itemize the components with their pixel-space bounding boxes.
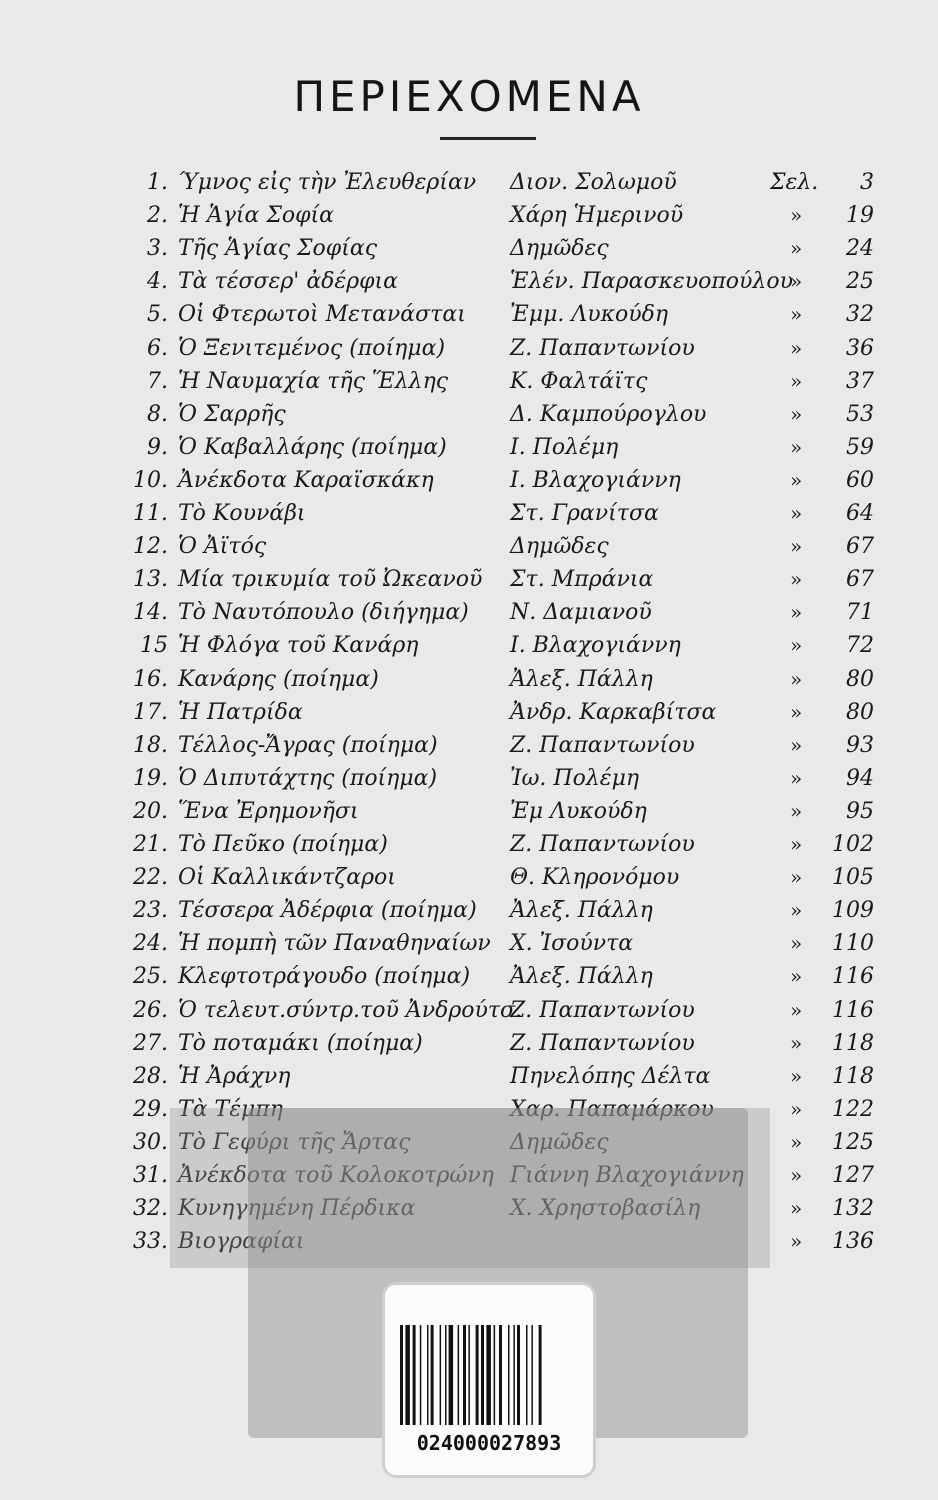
- entry-page: 80: [846, 699, 874, 725]
- ditto-mark: »: [790, 633, 803, 658]
- entry-page: 80: [846, 666, 874, 692]
- ditto-mark: »: [790, 832, 803, 856]
- toc-entry: [0, 501, 938, 534]
- entry-number: 9.: [147, 434, 168, 460]
- entry-page: 67: [846, 567, 874, 593]
- entry-number: 26.: [133, 997, 168, 1023]
- ditto-mark: »: [790, 732, 803, 757]
- entry-page: 53: [846, 401, 874, 427]
- entry-page: 59: [846, 434, 874, 460]
- entry-author: Δημῶδες: [510, 236, 609, 262]
- entry-page: 36: [846, 335, 874, 361]
- entry-page: 64: [846, 501, 874, 526]
- entry-number: 25.: [133, 964, 168, 990]
- toc-entry: [0, 302, 938, 335]
- barcode-bar: [468, 1325, 470, 1425]
- ditto-mark: »: [790, 898, 803, 923]
- entry-author: Χάρη Ἡμερινοῦ: [510, 203, 684, 229]
- entry-title: Οἱ Καλλικάντζαροι: [178, 865, 396, 891]
- entry-page: 24: [846, 236, 874, 262]
- entry-title: Ὁ Διπυτάχτης (ποίημα): [178, 765, 438, 791]
- heading-rule: [440, 137, 536, 140]
- ditto-mark: »: [790, 931, 803, 956]
- entry-author: Ζ. Παπαντωνίου: [510, 832, 695, 857]
- entry-author: Θ. Κληρονόμου: [510, 865, 680, 891]
- toc-entry: [0, 336, 938, 369]
- entry-number: 22.: [133, 865, 168, 891]
- entry-title: Κυνηγημένη Πέρδικα: [178, 1196, 416, 1222]
- entry-author: Ι. Πολέμη: [510, 434, 619, 460]
- entry-number: 8.: [147, 401, 168, 427]
- entry-author: Χ. Χρηστοβασίλη: [510, 1196, 701, 1222]
- ditto-mark: »: [790, 236, 803, 261]
- entry-number: 21.: [133, 832, 168, 857]
- entry-page: 110: [832, 931, 874, 957]
- ditto-mark: »: [790, 335, 803, 360]
- entry-page: 118: [832, 1030, 874, 1056]
- entry-title: Τὸ ποταμάκι (ποίημα): [178, 1030, 423, 1056]
- ditto-mark: »: [790, 501, 803, 525]
- toc-entry: [0, 203, 938, 236]
- entry-author: Ζ. Παπαντωνίου: [510, 335, 695, 361]
- barcode-bar: [440, 1325, 442, 1425]
- barcode-bar: [508, 1325, 510, 1425]
- entry-title: Ἡ Πατρίδα: [178, 699, 303, 725]
- entry-page: 72: [846, 633, 874, 659]
- toc-entry: [0, 567, 938, 600]
- entry-page: 94: [846, 765, 874, 791]
- barcode-bar: [405, 1325, 410, 1425]
- entry-number: 12.: [133, 534, 168, 560]
- entry-page: 19: [846, 203, 874, 229]
- ditto-mark: »: [790, 865, 803, 890]
- barcode-bar: [420, 1325, 422, 1425]
- entry-number: 11.: [133, 501, 168, 526]
- entry-title: Ὁ Σαρρῆς: [178, 401, 286, 427]
- entry-author: Γιάννη Βλαχογιάννη: [510, 1163, 744, 1188]
- entry-title: Ἡ Φλόγα τοῦ Κανάρη: [178, 633, 419, 659]
- barcode-bar: [449, 1325, 454, 1425]
- entry-number: 16.: [133, 666, 168, 692]
- entry-title: Κλεφτοτράγουδο (ποίημα): [178, 964, 471, 990]
- entry-number: 32.: [133, 1196, 168, 1222]
- entry-page: 32: [846, 302, 874, 328]
- entry-title: Τὰ Τέμπη: [178, 1096, 283, 1122]
- entry-title: Κανάρης (ποίημα): [178, 666, 379, 692]
- entry-page: 95: [846, 798, 874, 824]
- toc-entry: [0, 700, 938, 733]
- entry-author: Ι. Βλαχογιάννη: [510, 467, 681, 493]
- entry-author: Χ. Ἰσούντα: [510, 931, 634, 957]
- entry-number: 19.: [133, 765, 168, 791]
- entry-number: 10.: [133, 467, 168, 493]
- entry-page: 125: [832, 1129, 874, 1155]
- ditto-mark: »: [790, 1030, 803, 1055]
- ditto-mark: »: [790, 467, 803, 492]
- entry-author: Ἰω. Πολέμη: [510, 765, 640, 791]
- toc-entry: [0, 534, 938, 567]
- entry-page: 118: [832, 1063, 874, 1089]
- entry-title: Τὸ Κουνάβι: [178, 501, 306, 526]
- entry-number: 4.: [147, 269, 168, 295]
- barcode-icon: [398, 1325, 578, 1425]
- toc-entry: [0, 1031, 938, 1064]
- toc-entry: [0, 1064, 938, 1097]
- ditto-mark: »: [790, 1063, 803, 1088]
- ditto-mark: »: [790, 1229, 803, 1254]
- entry-author: Ζ. Παπαντωνίου: [510, 732, 695, 758]
- entry-number: 28.: [133, 1063, 168, 1089]
- entry-number: 13.: [133, 567, 168, 593]
- barcode-bar: [445, 1325, 447, 1425]
- entry-page: 102: [832, 832, 874, 857]
- barcode-bar: [499, 1325, 502, 1425]
- ditto-mark: »: [790, 600, 803, 625]
- barcode-bar: [463, 1325, 466, 1425]
- entry-author: Ἐμμ. Λυκούδη: [510, 302, 669, 328]
- contents-heading: ΠΕΡΙΕΧΟΜΕΝΑ: [293, 72, 645, 121]
- entry-title: Τὸ Γεφύρι τῆς Ἄρτας: [178, 1129, 411, 1155]
- entry-author: Ἀλεξ. Πάλλη: [510, 666, 653, 692]
- toc-entry: [0, 898, 938, 931]
- ditto-mark: »: [790, 798, 803, 823]
- toc-entry: [0, 600, 938, 633]
- ditto-mark: »: [790, 1129, 803, 1154]
- barcode-bar: [517, 1325, 520, 1425]
- barcode-bar: [513, 1325, 515, 1425]
- entry-title: Ἡ Ναυμαχία τῆς Ἕλλης: [178, 368, 449, 394]
- toc-entry: [0, 402, 938, 435]
- ditto-mark: »: [790, 269, 803, 294]
- entry-page: 127: [832, 1163, 874, 1188]
- entry-author: Ἀλεξ. Πάλλη: [510, 964, 653, 990]
- toc-entry: [0, 832, 938, 865]
- entry-page: 71: [846, 600, 874, 626]
- ditto-mark: »: [790, 1096, 803, 1121]
- entry-title: Τῆς Ἁγίας Σοφίας: [178, 236, 378, 262]
- entry-title: Ἀνέκδοτα τοῦ Κολοκοτρώνη: [178, 1163, 494, 1188]
- entry-title: Ἕνα Ἐρημονῆσι: [178, 798, 359, 824]
- barcode-bar: [458, 1325, 460, 1425]
- barcode-bar: [494, 1325, 496, 1425]
- ditto-mark: »: [790, 401, 803, 426]
- entry-number: 1.: [147, 170, 168, 195]
- entry-title: Ἡ Ἀράχνη: [178, 1063, 291, 1089]
- entry-title: Ὁ τελευτ.σύντρ.τοῦ Ἀνδρούτσ.: [178, 997, 523, 1023]
- entry-title: Ἡ Ἁγία Σοφία: [178, 203, 335, 229]
- entry-number: 33.: [133, 1229, 168, 1255]
- barcode-bar: [481, 1325, 484, 1425]
- barcode-bar: [427, 1325, 429, 1425]
- barcode-label: [382, 1282, 596, 1478]
- entry-author: Ἀνδρ. Καρκαβίτσα: [510, 699, 717, 725]
- entry-page: 60: [846, 467, 874, 493]
- entry-author: Ἐμ Λυκούδη: [510, 798, 647, 824]
- entry-page: 116: [832, 997, 874, 1023]
- entry-page: 3: [860, 170, 874, 195]
- entry-title: Τέσσερα Ἀδέρφια (ποίημα): [178, 898, 477, 924]
- entry-title: Μία τρικυμία τοῦ Ὠκεανοῦ: [178, 567, 483, 593]
- toc-entry: [0, 369, 938, 402]
- ditto-mark: »: [790, 765, 803, 790]
- entry-author: Ζ. Παπαντωνίου: [510, 1030, 695, 1056]
- entry-number: 2.: [147, 203, 168, 229]
- entry-author: Πηνελόπης Δέλτα: [510, 1063, 711, 1089]
- entry-title: Ἀνέκδοτα Καραϊσκάκη: [178, 467, 434, 493]
- entry-author: Ζ. Παπαντωνίου: [510, 997, 695, 1023]
- entry-number: 24.: [133, 931, 168, 957]
- entry-author: Ι. Βλαχογιάννη: [510, 633, 681, 659]
- entry-title: Οἱ Φτερωτοὶ Μετανάσται: [178, 302, 466, 328]
- entry-number: 30.: [133, 1129, 168, 1155]
- entry-number: 18.: [133, 732, 168, 758]
- entry-author: Κ. Φαλτάϊτς: [510, 368, 648, 394]
- entry-author: Στ. Μπράνια: [510, 567, 654, 593]
- entry-title: Βιογραφίαι: [178, 1229, 305, 1255]
- barcode-bar: [531, 1325, 533, 1425]
- entry-page: 25: [846, 269, 874, 295]
- entry-number: 29.: [133, 1096, 168, 1122]
- ditto-mark: »: [790, 368, 803, 393]
- entry-title: Τὸ Πεῦκο (ποίημα): [178, 832, 388, 857]
- entry-number: 6.: [147, 335, 168, 361]
- entry-number: 3.: [147, 236, 168, 262]
- ditto-mark: »: [790, 1196, 803, 1221]
- entry-number: 31.: [133, 1163, 168, 1188]
- entry-author: Στ. Γρανίτσα: [510, 501, 659, 526]
- entry-page: 37: [846, 368, 874, 394]
- ditto-mark: »: [790, 302, 803, 327]
- entry-title: Ύμνος εἰς τὴν Ἐλευθερίαν: [178, 170, 477, 195]
- ditto-mark: »: [790, 203, 803, 228]
- entry-page: 109: [832, 898, 874, 924]
- ditto-mark: »: [790, 567, 803, 592]
- toc-entry: [0, 998, 938, 1031]
- entry-author: Δ. Καμπούρογλου: [510, 401, 707, 427]
- barcode-bar: [476, 1325, 479, 1425]
- barcode-bar: [431, 1325, 434, 1425]
- entry-page: 93: [846, 732, 874, 758]
- barcode-bar: [486, 1325, 491, 1425]
- ditto-mark: »: [790, 997, 803, 1022]
- entry-author: Ν. Δαμιανοῦ: [510, 600, 652, 626]
- entry-number: 27.: [133, 1030, 168, 1056]
- entry-number: 20.: [133, 798, 168, 824]
- toc-entry: [0, 733, 938, 766]
- entry-title: Ὁ Ξενιτεμένος (ποίημα): [178, 335, 446, 361]
- toc-entry: [0, 964, 938, 997]
- toc-entry: [0, 468, 938, 501]
- barcode-number: 024000027893: [416, 1431, 562, 1455]
- page-column-label: Σελ.: [770, 170, 819, 195]
- entry-number: 17.: [133, 699, 168, 725]
- toc-entry: [0, 170, 938, 203]
- toc-entry: [0, 931, 938, 964]
- entry-author: Δημῶδες: [510, 1129, 609, 1155]
- barcode-bar: [400, 1325, 403, 1425]
- entry-page: 136: [832, 1229, 874, 1255]
- entry-number: 5.: [147, 302, 168, 328]
- toc-entry: [0, 799, 938, 832]
- entry-title: Τὸ Ναυτόπουλο (διήγημα): [178, 600, 469, 626]
- ditto-mark: »: [790, 434, 803, 459]
- toc-entry: [0, 633, 938, 666]
- toc-entry: [0, 667, 938, 700]
- toc-entry: [0, 269, 938, 302]
- entry-number: 23.: [133, 898, 168, 924]
- barcode-bar: [526, 1325, 528, 1425]
- entry-number: 14.: [133, 600, 168, 626]
- entry-author: Διον. Σολωμοῦ: [510, 170, 677, 195]
- barcode-bar: [539, 1325, 542, 1425]
- entry-number: 15: [140, 633, 168, 659]
- toc-entry: [0, 435, 938, 468]
- entry-page: 105: [832, 865, 874, 891]
- toc-entry: [0, 236, 938, 269]
- ditto-mark: »: [790, 666, 803, 691]
- ditto-mark: »: [790, 534, 803, 559]
- entry-title: Ὁ Ἀϊτός: [178, 534, 267, 560]
- entry-page: 67: [846, 534, 874, 560]
- entry-page: 132: [832, 1196, 874, 1222]
- ditto-mark: »: [790, 699, 803, 724]
- toc-entry: [0, 865, 938, 898]
- entry-author: Δημῶδες: [510, 534, 609, 560]
- ditto-mark: »: [790, 1163, 803, 1187]
- entry-page: 116: [832, 964, 874, 990]
- entry-page: 122: [832, 1096, 874, 1122]
- entry-author: Ἑλέν. Παρασκευοπούλου: [510, 269, 793, 295]
- entry-title: Ὁ Καβαλλάρης (ποίημα): [178, 434, 447, 460]
- entry-number: 7.: [147, 368, 168, 394]
- entry-title: Τὰ τέσσερ' ἀδέρφια: [178, 269, 399, 295]
- entry-author: Ἀλεξ. Πάλλη: [510, 898, 653, 924]
- entry-author: Χαρ. Παπαμάρκου: [510, 1096, 714, 1122]
- entry-title: Ἡ πομπὴ τῶν Παναθηναίων: [178, 931, 491, 957]
- toc-entry: [0, 766, 938, 799]
- barcode-bar: [413, 1325, 416, 1425]
- entry-title: Τέλλος-Ἄγρας (ποίημα): [178, 732, 438, 758]
- ditto-mark: »: [790, 964, 803, 989]
